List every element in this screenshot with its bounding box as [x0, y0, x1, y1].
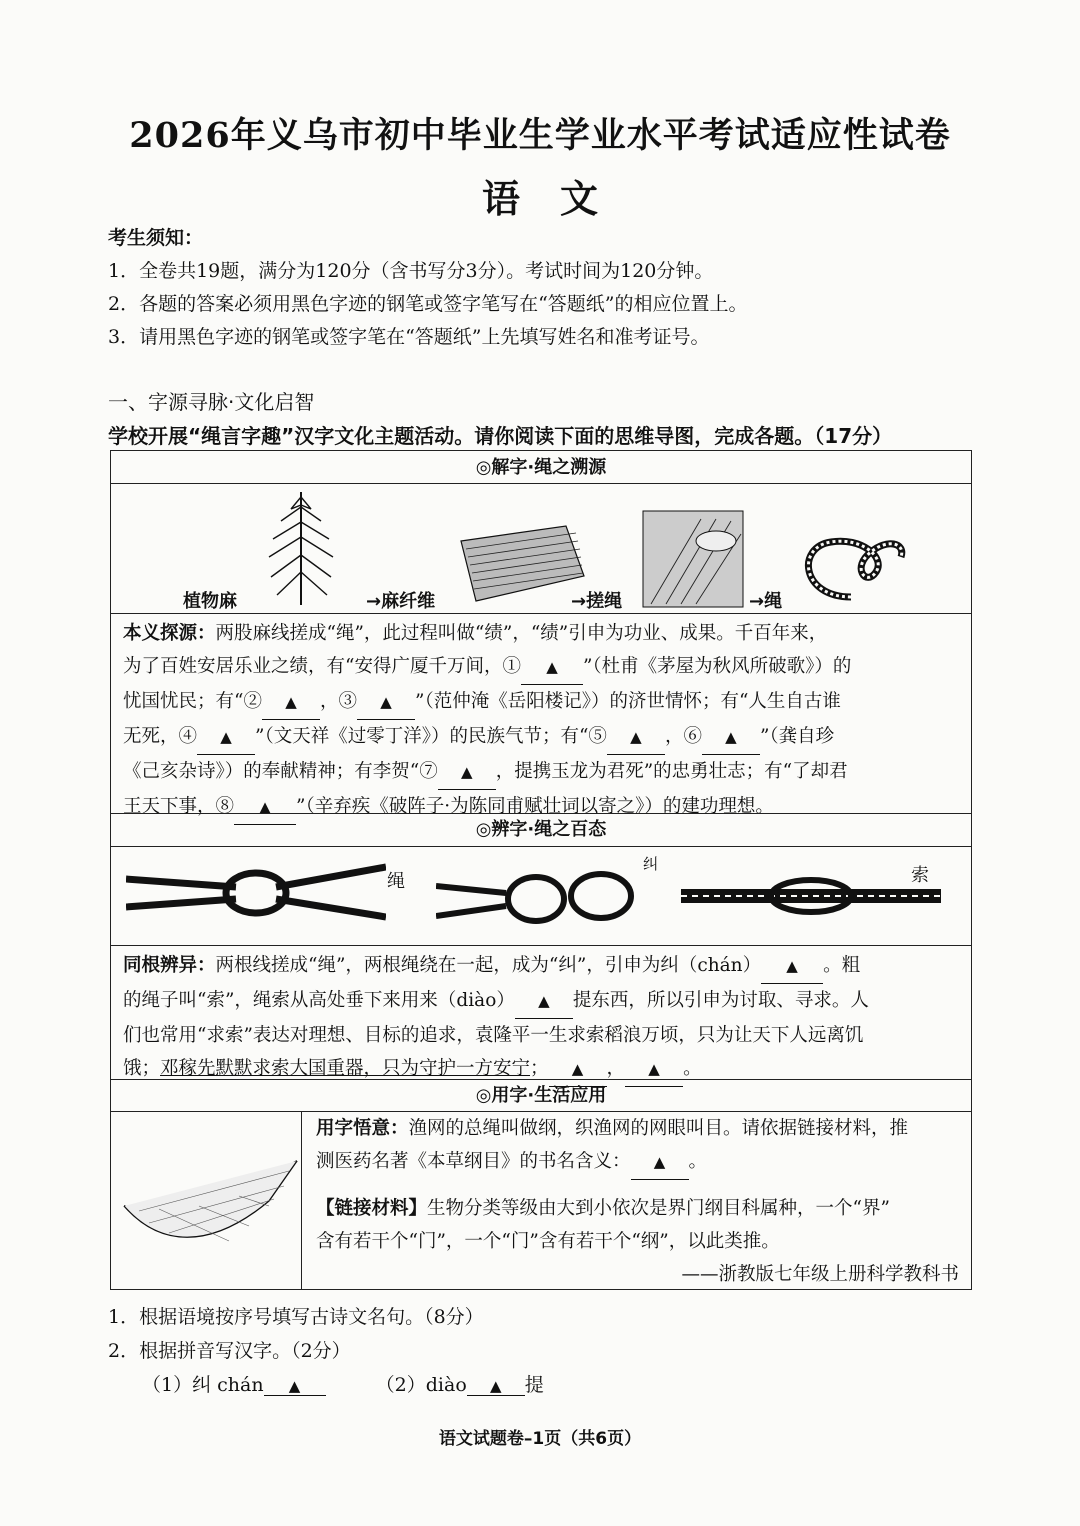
- subject-title: 语文: [481, 176, 638, 221]
- notice: [108, 222, 748, 354]
- section-heading: 一、字源寻脉·文化启智: [108, 390, 315, 414]
- question-2: 2．根据拼音写汉字。（2分）: [108, 1340, 351, 1362]
- knot-label: 索: [911, 865, 929, 886]
- flow-step: →麻纤维: [366, 591, 436, 612]
- distinguish-paragraph: 同根辨异：两根线搓成“绳”，两根绳绕在一起，成为“纠”，引申为纠（chán） ▲ 。粗 的绳子叫“索”，绳索从高处垂下来用来（diào） ▲ 提东西，所以引申为讨取、寻求。人 们也常用“求索”表达对理想、目标的追求，袁隆平一生求索稻浪万顷，只为让天下人远离饥 饿；邓稼先默默求索大国重器，只为守护一方安宁； ▲ ， ▲ 。: [123, 949, 959, 1087]
- flow-step: 植物麻: [183, 591, 237, 612]
- knot-suo-image: [681, 871, 941, 921]
- part3-title: ◎用字·生活应用: [111, 1079, 971, 1112]
- fishing-net-image: [119, 1151, 299, 1251]
- page-footer: 语文试题卷–1页（共6页）: [438, 1429, 642, 1449]
- question-1: 1．根据语境按序号填写古诗文名句。（8分）: [108, 1306, 484, 1328]
- part2-title: ◎辨字·绳之百态: [111, 813, 971, 847]
- flow-step: →搓绳: [571, 591, 623, 612]
- rope-image: [791, 517, 911, 607]
- part1-title: ◎解字·绳之溯源: [111, 451, 971, 484]
- knot-label: 纠: [643, 855, 659, 873]
- mind-map-box: [110, 450, 972, 1290]
- notice-item: 1．全卷共19题，满分为120分（含书写分3分）。考试时间为120分钟。: [108, 260, 714, 282]
- section-intro: 学校开展“绳言字趣”汉字文化主题活动。请你阅读下面的思维导图，完成各题。（17分）: [108, 424, 893, 448]
- hemp-fiber-image: [456, 521, 586, 606]
- hemp-plant-image: [261, 487, 341, 607]
- origin-paragraph: 本义探源：两股麻线搓成“绳”，此过程叫做“绩”，“绩”引申为功业、成果。千百年来， 为了百姓安居乐业之绩，有“安得广厦千万间，① ▲ ”（杜甫《茅屋为秋风所破歌》）的 忧国忧民；有“② ▲ ，③ ▲ ”（范仲淹《岳阳楼记》）的济世情怀；有“人生自古谁 无死，④ ▲ ”（文天祥《过零丁洋》）的民族气节；有“⑤ ▲ ，⑥ ▲ ”（龚自珍 《己亥杂诗》）的奉献精神；有李贺“⑦ ▲ ，提携玉龙为君死”的忠勇壮志；有“了却君 王天下事，⑧ ▲ ”（辛弃疾《破阵子·为陈同甫赋壮词以寄之》）的建功理想。: [123, 617, 959, 825]
- knot-label: 绳: [387, 871, 405, 892]
- knot-sheng-image: [126, 857, 386, 927]
- source-citation: ——浙教版七年级上册科学教科书: [681, 1264, 959, 1285]
- exam-title: 2026年义乌市初中毕业生学业水平考试适应性试卷: [129, 115, 951, 156]
- notice-item: 3．请用黑色字迹的钢笔或签字笔在“答题纸”上先填写姓名和准考证号。: [108, 326, 710, 348]
- notice-item: 2．各题的答案必须用黑色字迹的钢笔或签字笔写在“答题纸”的相应位置上。: [108, 293, 748, 315]
- question-2-items: （1）纠 chán ▲ （2）diào ▲ 提: [142, 1374, 544, 1396]
- application-paragraph: 用字悟意：渔网的总绳叫做纲，织渔网的网眼叫目。请依据链接材料，推 测医药名著《本草纲目》的书名含义： ▲ 。 【链接材料】生物分类等级由大到小依次是界门纲目科属种，一个“界” 含有若干个“门”，一个“门”含有若干个“纲”，以此类推。 ——浙教版七年级上册科学教科书: [316, 1112, 959, 1291]
- knot-jiu-image: [436, 861, 636, 931]
- rope-twisting-image: [641, 509, 751, 609]
- flow-step: →绳: [749, 591, 783, 612]
- notice-heading: 考生须知：: [108, 227, 204, 249]
